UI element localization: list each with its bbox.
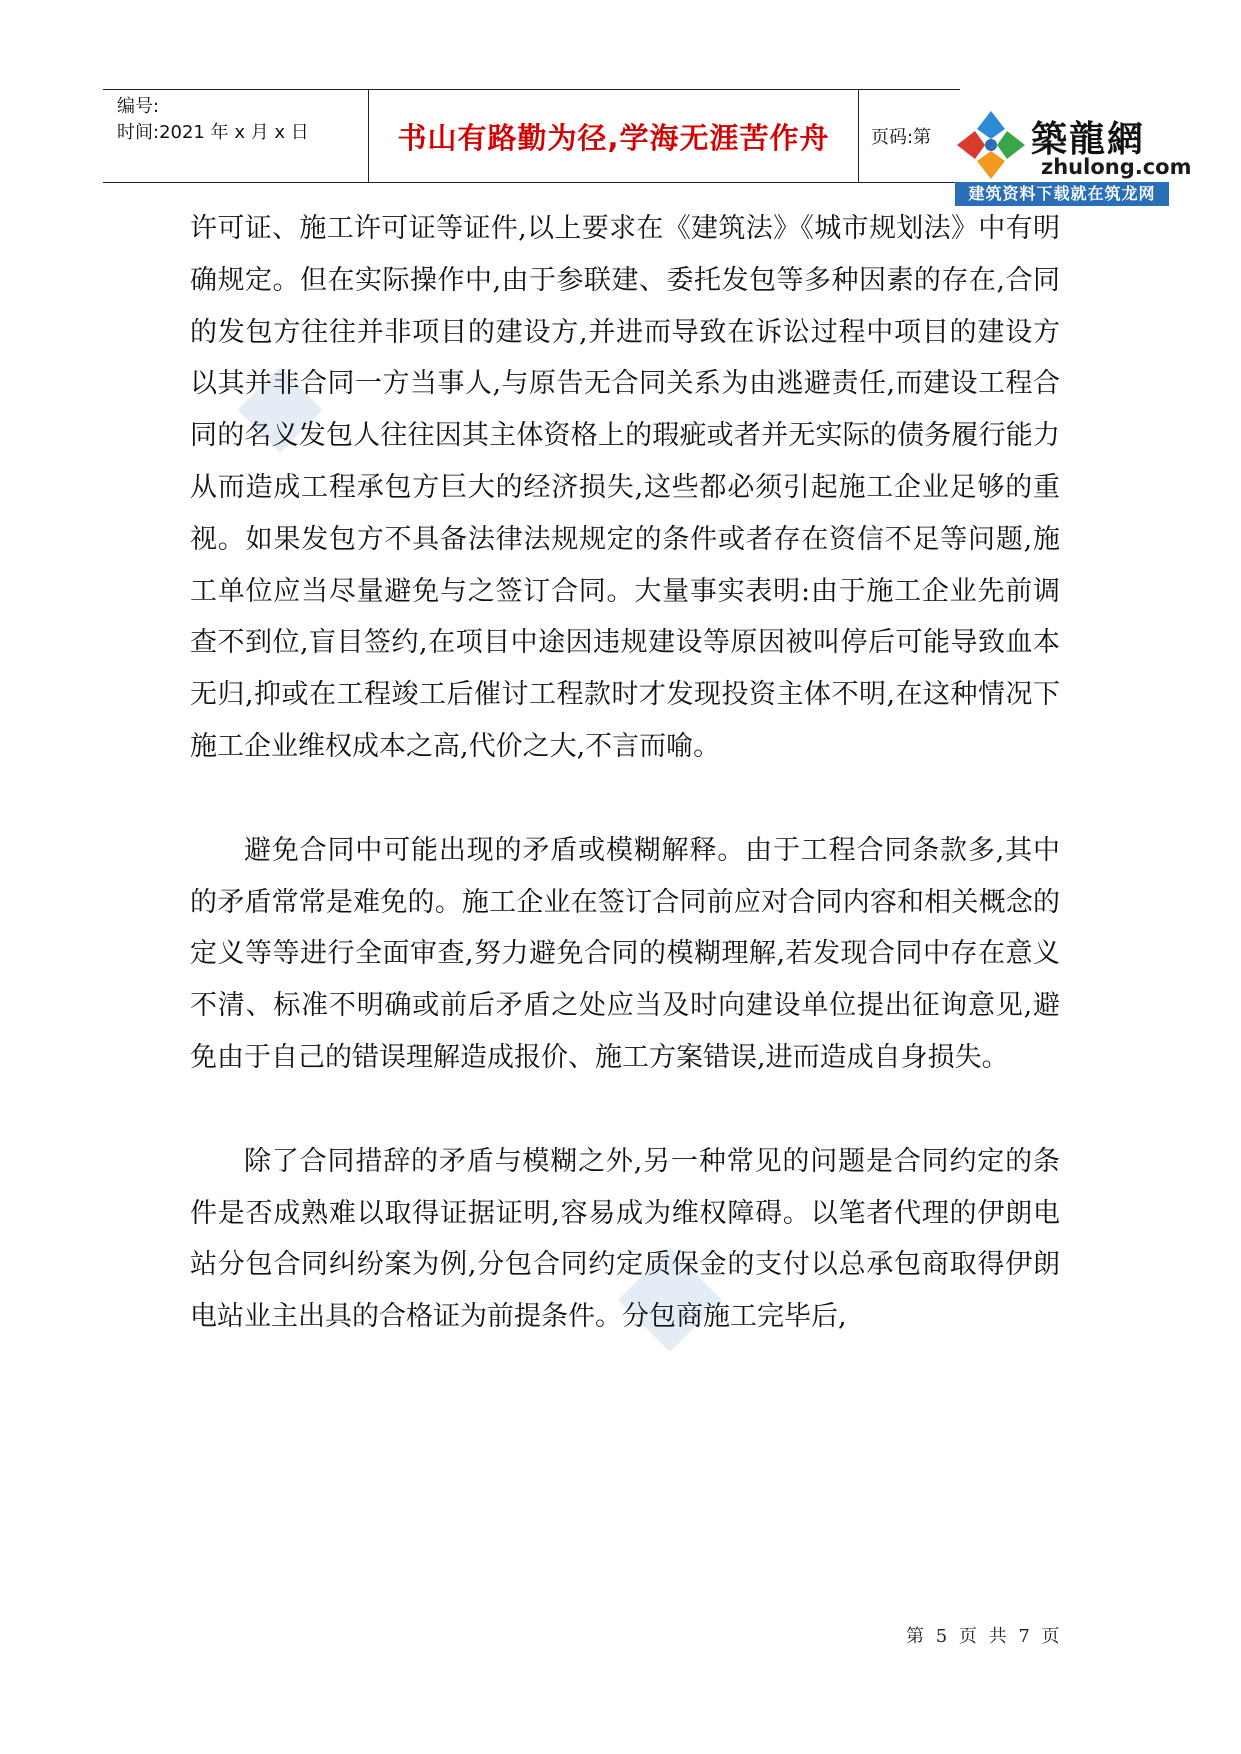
header-motto: 书山有路勤为径,学海无涯苦作舟 (397, 120, 830, 155)
logo-banner: 建筑资料下载就在筑龙网 (955, 182, 1169, 206)
logo-name-en: zhulong.com (1041, 155, 1192, 179)
body-paragraph-3: 除了合同措辞的矛盾与模糊之外,另一种常见的问题是合同约定的条件是否成熟难以取得证据证明,容易成为维权障碍。以笔者代理的伊朗电站分包合同纠纷案为例,分包合同约定质保金的支付以总承包商取得伊朗电站业主出具的合格证为前提条件。分包商施工完毕后, (190, 1145, 1060, 1333)
header-page-cell (859, 90, 960, 182)
body-paragraph-2: 避免合同中可能出现的矛盾或模糊解释。由于工程合同条款多,其中的矛盾常常是难免的。施工企业在签订合同前应对合同内容和相关概念的定义等等进行全面审查,努力避免合同的模糊理解,若发现合同中存在意义不清、标准不明确或前后矛盾之处应当及时向建设单位提出征询意见,避免由于自己的错误理解造成报价、施工方案错误,进而造成自身损失。 (190, 834, 1060, 1073)
time-label: 时间:2021 年 x 月 x 日 (117, 122, 309, 143)
page-number-footer: 第 5 页 共 7 页 (906, 1626, 1060, 1647)
number-label: 编号: (117, 96, 160, 117)
document-body (190, 203, 1060, 1343)
logo-name-cn: 築龍網 (1031, 119, 1146, 160)
header-motto-cell (369, 90, 859, 182)
page-label: 页码:第 (871, 127, 932, 148)
header-meta-cell (103, 90, 369, 182)
zhulong-logo (955, 103, 1192, 206)
body-paragraph-1: 许可证、施工许可证等证件,以上要求在《建筑法》《城市规划法》中有明确规定。但在实际操作中,由于参联建、委托发包等多种因素的存在,合同的发包方往往并非项目的建设方,并进而导致在诉讼过程中项目的建设方以其并非合同一方当事人,与原告无合同关系为由逃避责任,而建设工程合同的名义发包人往往因其主体资格上的瑕疵或者并无实际的债务履行能力从而造成工程承包方巨大的经济损失,这些都必须引起施工企业足够的重视。如果发包方不具备法律法规规定的条件或者存在资信不足等问题,施工单位应当尽量避免与之签订合同。大量事实表明:由于施工企业先前调查不到位,盲目签约,在项目中途因违规建设等原因被叫停后可能导致血本无归,抑或在工程竣工后催讨工程款时才发现投资主体不明,在这种情况下施工企业维权成本之高,代价之大,不言而喻。 (190, 213, 1060, 762)
document-header (103, 89, 960, 183)
snowflake-logo-icon (955, 109, 1027, 181)
